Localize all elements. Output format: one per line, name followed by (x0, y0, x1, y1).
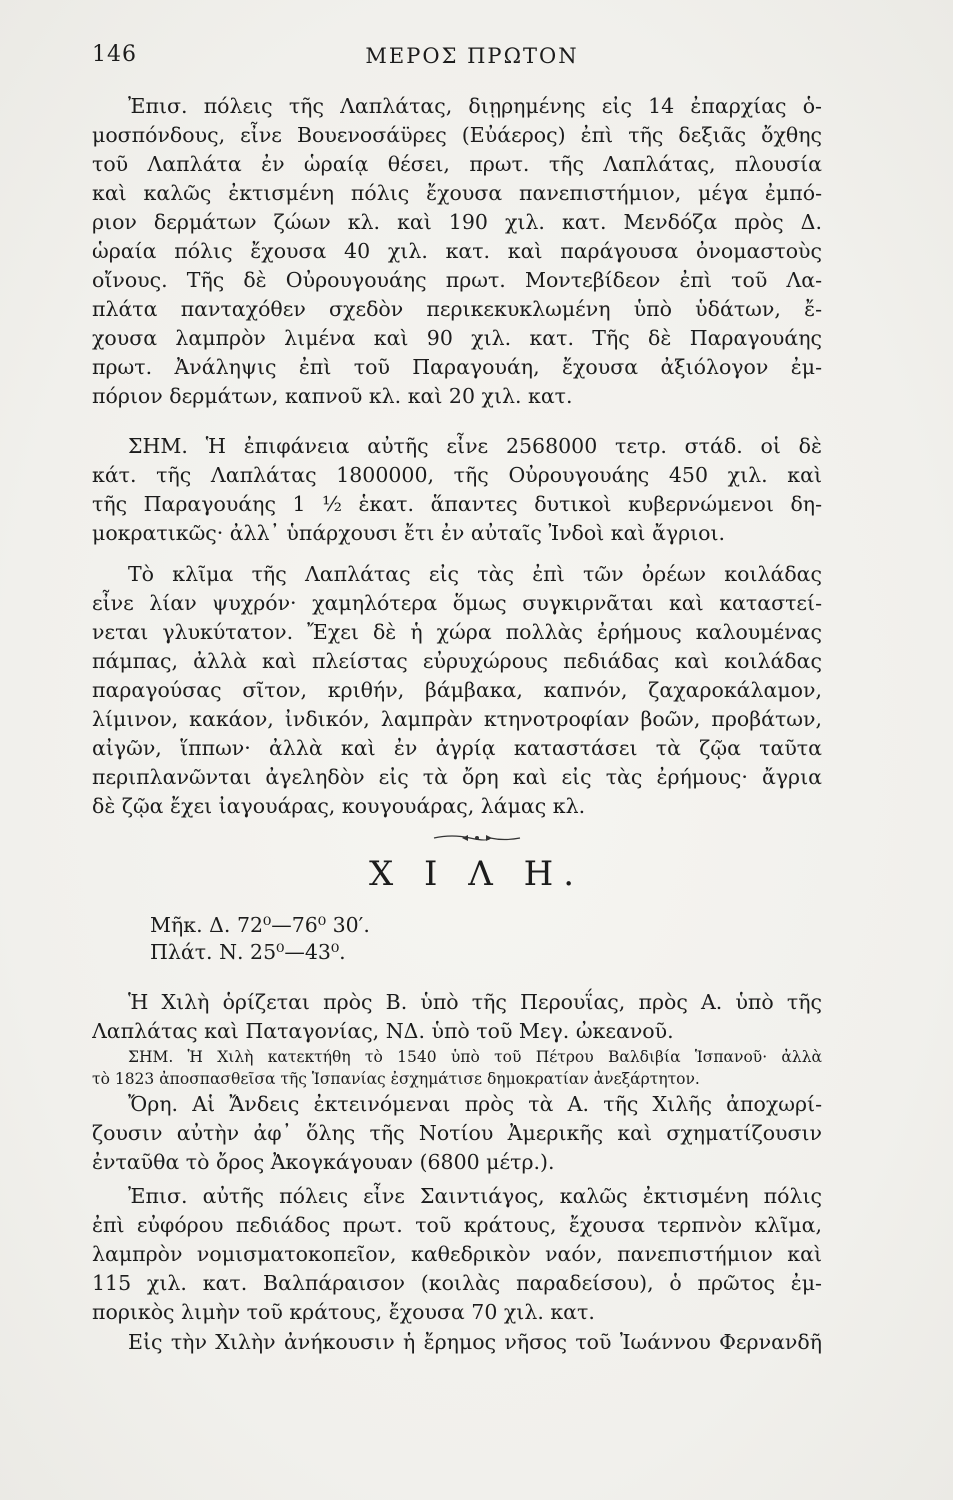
text-line: οἴνους. Τῆς δὲ Οὐρουγουάης πρωτ. Μοντεβίδεον ἐπὶ τοῦ Λα- (92, 268, 822, 292)
text-line: τὸ 1823 ἀποσπασθεῖσα τῆς Ἱσπανίας ἐσχημάτισε δημοκρατίαν ἀνεξάρτητον. (92, 1070, 700, 1088)
text-line: δὲ ζῷα ἔχει ἰαγουάρας, κουγουάρας, λάμας κλ. (92, 794, 586, 818)
text-line: ΣΗΜ. Ἡ Χιλὴ κατεκτήθη τὸ 1540 ὑπὸ τοῦ Πέτρου Βαλδιβία Ἱσπανοῦ· ἀλλὰ (128, 1048, 822, 1066)
ornament-divider (0, 832, 953, 847)
text-line: εἶνε λίαν ψυχρόν· χαμηλότερα ὅμως συγκιρνᾶται καὶ καταστεί- (92, 591, 822, 615)
longitude: Μῆκ. Δ. 72⁰—76⁰ 30′. (150, 913, 370, 937)
text-line: ΣΗΜ. Ἡ ἐπιφάνεια αὐτῆς εἶνε 2568000 τετρ. στάδ. οἱ δὲ (128, 434, 822, 458)
page-number: 146 (92, 42, 137, 67)
paragraph-borders (92, 988, 822, 1046)
text-line: μοκρατικῶς· ἀλλ᾽ ὑπάρχουσι ἔτι ἐν αὐταῖς Ἰνδοὶ καὶ ἄγριοι. (92, 521, 726, 545)
text-line: ὡραία πόλις ἔχουσα 40 χιλ. κατ. καὶ παράγουσα ὀνομαστοὺς (92, 239, 822, 263)
text-line: Εἰς τὴν Χιλὴν ἀνήκουσιν ἡ ἔρημος νῆσος τοῦ Ἰωάννου Φερνανδῆ (128, 1330, 822, 1354)
paragraph-climate (92, 560, 822, 821)
text-line: πλάτα πανταχόθεν σχεδὸν περικεκυκλωμένη ὑπὸ ὑδάτων, ἔ- (92, 297, 822, 321)
text-line: περιπλανῶνται ἀγεληδὸν εἰς τὰ ὄρη καὶ εἰς τὰς ἐρήμους· ἄγρια (92, 765, 822, 789)
text-line: Τὸ κλῖμα τῆς Λαπλάτας εἰς τὰς ἐπὶ τῶν ὀρέων κοιλάδας (128, 562, 822, 586)
text-line: χουσα λαμπρὸν λιμένα καὶ 90 χιλ. κατ. Τῆς δὲ Παραγουάης (92, 326, 822, 350)
page-header (92, 42, 852, 78)
running-head: ΜΕΡΟΣ ΠΡΩΤΟΝ (365, 44, 579, 68)
coordinates (150, 912, 370, 966)
text-line: πρωτ. Ἀνάληψις ἐπὶ τοῦ Παραγουάη, ἔχουσα ἀξιόλογον ἐμ- (92, 355, 822, 379)
text-line: Ἐπισ. πόλεις τῆς Λαπλάτας, διῃρημένης εἰς 14 ἐπαρχίας ὁ- (128, 94, 822, 118)
paragraph-mountains (92, 1090, 822, 1177)
section-title: Χ Ι Λ Η. (368, 854, 585, 894)
text-line: ζουσιν αὐτὴν ἀφ᾽ ὅλης τῆς Νοτίου Ἀμερικῆς καὶ σχηματίζουσιν (92, 1121, 822, 1145)
text-line: ριον δερμάτων ζώων κλ. καὶ 190 χιλ. κατ. Μενδόζα πρὸς Δ. (92, 210, 822, 234)
text-line: ἐνταῦθα τὸ ὄρος Ἀκογκάγουαν (6800 μέτρ.). (92, 1150, 555, 1174)
text-line: λίμινον, κακάον, ἰνδικόν, λαμπρὰν κτηνοτροφίαν βοῶν, προβάτων, (92, 707, 822, 731)
note-area (92, 432, 822, 548)
paragraph-capitals (92, 92, 822, 411)
text-line: 115 χιλ. κατ. Βαλπάραισον (κοιλὰς παραδείσου), ὁ πρῶτος ἐμ- (92, 1271, 822, 1295)
text-line: τῆς Παραγουάης 1 ½ ἑκατ. ἅπαντες δυτικοὶ κυβερνώμενοι δη- (92, 492, 822, 516)
text-line: λαμπρὸν νομισματοκοπεῖον, καθεδρικὸν ναόν, πανεπιστήμιον καὶ (92, 1242, 822, 1266)
text-line: τοῦ Λαπλάτα ἐν ὡραίᾳ θέσει, πρωτ. τῆς Λαπλάτας, πλουσία (92, 152, 822, 176)
latitude: Πλάτ. Ν. 25⁰—43⁰. (150, 940, 346, 964)
paragraph-cities (92, 1182, 822, 1327)
text-line: νεται γλυκύτατον. Ἔχει δὲ ἡ χώρα πολλὰς ἐρήμους καλουμένας (92, 620, 822, 644)
note-small (92, 1046, 822, 1090)
text-line: παραγούσας σῖτον, κριθήν, βάμβακα, καπνόν, ζαχαροκάλαμον, (92, 678, 822, 702)
ornament-rule-icon (432, 832, 522, 844)
text-line: πορικὸς λιμὴν τοῦ κράτους, ἔχουσα 70 χιλ. κατ. (92, 1300, 595, 1324)
text-line: Ἐπισ. αὐτῆς πόλεις εἶνε Σαιντιάγος, καλῶς ἐκτισμένη πόλις (128, 1184, 822, 1208)
text-line: κάτ. τῆς Λαπλάτας 1800000, τῆς Οὐρουγουάης 450 χιλ. καὶ (92, 463, 822, 487)
text-line: Ὄρη. Αἱ Ἄνδεις ἐκτεινόμεναι πρὸς τὰ Α. τῆς Χιλῆς ἀποχωρί- (128, 1092, 822, 1116)
text-line: Λαπλάτας καὶ Παταγονίας, ΝΔ. ὑπὸ τοῦ Μεγ. ὠκεανοῦ. (92, 1019, 674, 1043)
text-line: πάμπας, ἀλλὰ καὶ πλείστας εὐρυχώρους πεδιάδας καὶ κοιλάδας (92, 649, 822, 673)
text-line: αἰγῶν, ἵππων· ἀλλὰ καὶ ἐν ἀγρίᾳ καταστάσει τὰ ζῷα ταῦτα (92, 736, 822, 760)
text-line: καὶ καλῶς ἐκτισμένη πόλις ἔχουσα πανεπιστήμιον, μέγα ἐμπό- (92, 181, 822, 205)
paragraph-islands (92, 1328, 822, 1357)
text-line: ἐπὶ εὐφόρου πεδιάδος πρωτ. τοῦ κράτους, ἔχουσα τερπνὸν κλῖμα, (92, 1213, 822, 1237)
text-line: μοσπόνδους, εἶνε Βουενοσάϋρες (Εὐάερος) ἐπὶ τῆς δεξιᾶς ὄχθης (92, 123, 822, 147)
text-line: πόριον δερμάτων, καπνοῦ κλ. καὶ 20 χιλ. κατ. (92, 384, 573, 408)
text-line: Ἡ Χιλὴ ὁρίζεται πρὸς Β. ὑπὸ τῆς Περουΐας, πρὸς Α. ὑπὸ τῆς (128, 990, 822, 1014)
